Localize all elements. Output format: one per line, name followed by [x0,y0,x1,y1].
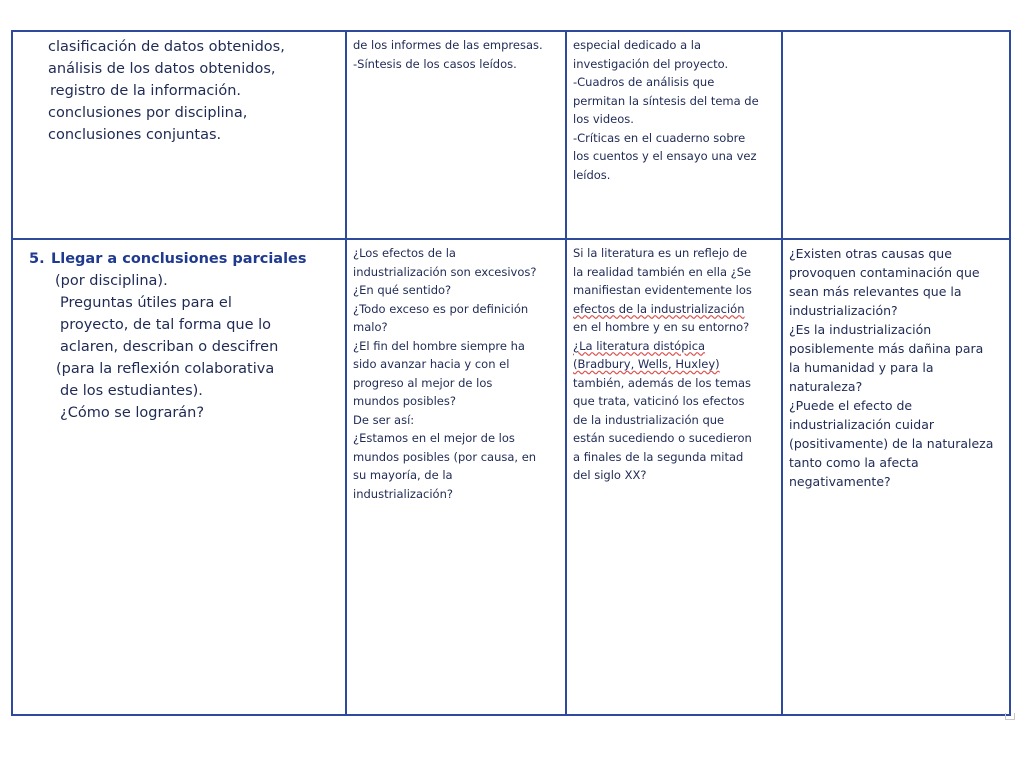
cell-line: industrialización? [353,486,453,501]
cell-line: -Críticas en el cuaderno sobre [573,130,746,145]
cell-line: sean más relevantes que la [789,284,962,299]
cell-line: proyecto, de tal forma que lo [60,317,272,333]
cell-line: industrialización son excesivos? [353,264,537,279]
planning-table [11,30,1011,716]
cell-line: que trata, vaticinó los efectos [573,394,745,408]
cell-row1-col2 [346,31,566,239]
section-title: Llegar a conclusiones parciales [51,251,307,267]
cell-line: investigación del proyecto. [573,56,729,71]
cell-line: ¿Es la industrialización [789,322,932,337]
cell-line: registro de la información. [50,83,241,99]
cell-line: negativamente? [789,474,891,489]
cell-line: De ser así: [353,412,415,427]
cell-line: provoquen contaminación que [789,265,980,280]
section-number: 5. [29,251,45,267]
cell-line: permitan la síntesis del tema de [573,93,759,108]
cell-line: ¿Estamos en el mejor de los [353,431,515,445]
cell-line: -Cuadros de análisis que [573,75,715,89]
cell-line: los cuentos y el ensayo una vez [573,149,757,163]
cell-line: progreso al mejor de los [353,375,493,390]
section-heading [19,248,339,270]
cell-line: conclusiones por disciplina, [48,105,248,121]
cell-line: su mayoría, de la [353,468,453,482]
cell-line: en el hombre y en su entorno? [573,320,750,334]
cell-line: efectos de la industrialización [573,301,745,316]
cell-line: ¿Los efectos de la [353,246,456,260]
cell-line: conclusiones conjuntas. [48,127,222,143]
cell-line: análisis de los datos obtenidos, [48,61,276,77]
cell-row1-col4 [782,31,1010,239]
cell-row2-col1 [12,239,346,715]
cell-line: aclaren, describan o descifren [60,339,279,355]
cell-line: de la industrialización que [573,412,725,427]
cell-line: la realidad también en ella ¿Se [573,264,752,279]
cell-line: -Síntesis de los casos leídos. [353,56,517,71]
cell-line: sido avanzar hacia y con el [353,357,510,371]
cell-line: ¿Todo exceso es por definición [353,301,529,316]
cell-row2-col3 [566,239,782,715]
cell-row2-col4 [782,239,1010,715]
cell-line: tanto como la afecta [789,455,919,470]
table-row [12,31,1010,239]
cell-line: Preguntas útiles para el [60,295,232,311]
table-row [12,239,1010,715]
corner-mark [1005,713,1015,720]
cell-line: clasificación de datos obtenidos, [48,39,285,55]
cell-line: los videos. [573,112,634,126]
cell-line: ¿Cómo se lograrán? [60,405,205,421]
cell-line: la humanidad y para la [789,360,934,375]
cell-line: (para la reflexión colaborativa [56,361,275,377]
cell-line: mundos posibles? [353,394,456,408]
cell-line: leídos. [573,167,611,182]
cell-line: de los informes de las empresas. [353,38,543,52]
cell-line: ¿La literatura distópica [573,338,706,353]
cell-line: ¿Existen otras causas que [789,246,952,261]
cell-line: mundos posibles (por causa, en [353,449,537,464]
cell-line: (Bradbury, Wells, Huxley) [573,357,720,371]
cell-line: ¿En qué sentido? [353,283,452,297]
cell-line: están sucediendo o sucedieron [573,431,752,445]
cell-row1-col1 [12,31,346,239]
cell-line: industrialización? [789,303,898,318]
cell-row1-col3 [566,31,782,239]
cell-line: especial dedicado a la [573,38,702,52]
cell-line: (por disciplina). [55,273,168,289]
cell-line: también, además de los temas [573,375,751,390]
cell-line: posiblemente más dañina para [789,341,984,356]
cell-line: Si la literatura es un reflejo de [573,246,748,260]
cell-line: de los estudiantes). [60,383,203,399]
cell-line: manifiestan evidentemente los [573,283,752,297]
cell-line: del siglo XX? [573,468,647,482]
cell-line: naturaleza? [789,379,863,394]
cell-line: (positivamente) de la naturaleza [789,436,994,451]
cell-line: a finales de la segunda mitad [573,449,744,464]
cell-line: industrialización cuidar [789,417,934,432]
cell-line: ¿El fin del hombre siempre ha [353,338,525,353]
cell-line: malo? [353,320,388,334]
cell-line: ¿Puede el efecto de [789,398,913,413]
cell-row2-col2 [346,239,566,715]
